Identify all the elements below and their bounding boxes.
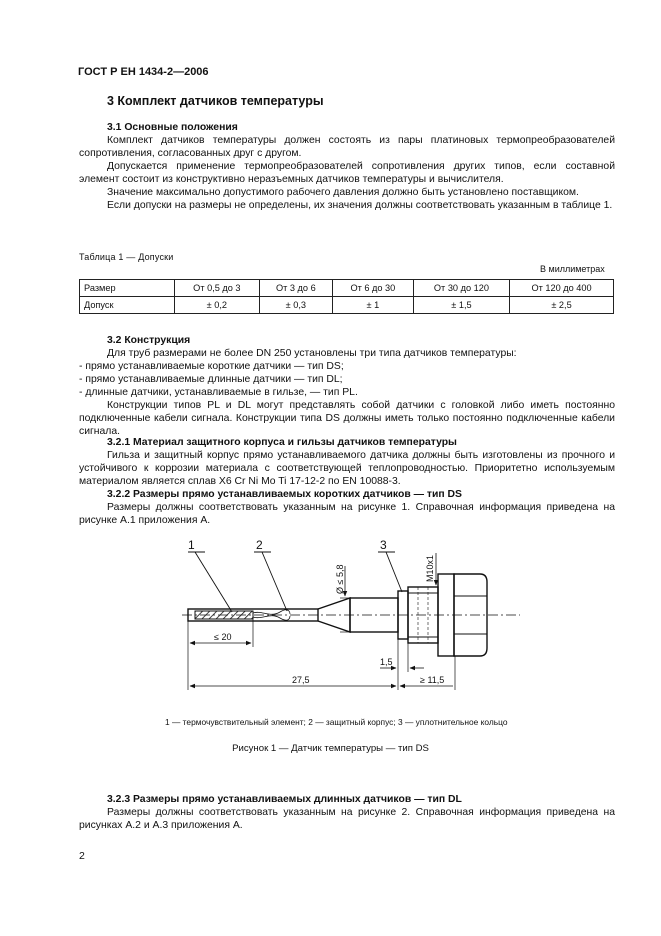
list-item: - прямо устанавливаемые длинные датчики — тип DL; (79, 374, 343, 385)
table-cell: От 3 до 6 (259, 280, 332, 297)
table-row (80, 297, 614, 314)
list-item: - длинные датчики, устанавливаемые в гильзе, — тип PL. (79, 387, 358, 398)
table-cell: От 120 до 400 (510, 280, 614, 297)
table-header-row (80, 280, 614, 297)
paragraph-3-1-3: Значение максимально допустимого рабочего давления должно быть установлено поставщиком. (107, 187, 579, 198)
dim-shoulder: 1,5 (380, 657, 393, 667)
paragraph-3-1-1: Комплект датчиков температуры должен состоять из пары платиновых термопреобразователей сопротивления, согласованных друг с другом. (79, 135, 615, 160)
table-cell: ± 1,5 (413, 297, 509, 314)
paragraph-3-1-2: Допускается применение термопреобразователей сопротивления других типов, если составной элемент состоит из конструктивно неразъемных датчиков температуры и вычислителя. (79, 161, 615, 186)
table-cell: ± 0,3 (259, 297, 332, 314)
subsection-title-3-2: 3.2 Конструкция (107, 335, 191, 346)
table-cell: Допуск (80, 297, 175, 314)
table-cell: ± 0,2 (175, 297, 260, 314)
paragraph-3-2-2: Размеры должны соответствовать указанным на рисунке 1. Справочная информация приведена на рисунке А.1 приложения А. (79, 502, 615, 527)
paragraph-3-1-4: Если допуски на размеры не определены, их значения должны соответствовать указанным в таблице 1. (107, 200, 613, 211)
table-cell: ± 2,5 (510, 297, 614, 314)
table-cell: От 6 до 30 (332, 280, 413, 297)
figure-legend: 1 — термочувствительный элемент; 2 — защитный корпус; 3 — уплотнительное кольцо (165, 717, 508, 727)
table-caption: Таблица 1 — Допуски (79, 252, 174, 262)
dim-length: 27,5 (292, 675, 310, 685)
figure-caption: Рисунок 1 — Датчик температуры — тип DS (232, 743, 429, 754)
document-code: ГОСТ Р ЕН 1434-2—2006 (78, 66, 209, 78)
paragraph-3-2-intro: Для труб размерами не более DN 250 установлены три типа датчиков температуры: (107, 348, 517, 359)
paragraph-3-2-1: Гильза и защитный корпус прямо устанавливаемого датчика должны быть изготовлены из прочного и устойчивого к коррозии материала с соответствующей теплопроводностью. Приоритетно используемым материалом является сплав X6 Cr Ni Mo Ti 17-12-2 по EN 10088-3. (79, 450, 615, 488)
callout-2: 2 (256, 538, 263, 552)
callout-1: 1 (188, 538, 195, 552)
subsection-title-3-1: 3.1 Основные положения (107, 122, 238, 133)
dim-thread: M10x1 (425, 554, 435, 582)
sensor-drawing (0, 530, 661, 710)
paragraph-3-2-2: Конструкции типов PL и DL могут представлять собой датчики с головкой либо иметь постоянно подключенные кабели сигнала. Конструкции типа DS должны иметь только постоянно подключенные кабели сигнала. (79, 400, 615, 438)
table-cell: От 30 до 120 (413, 280, 509, 297)
dim-head: ≥ 11,5 (420, 675, 445, 685)
table-cell: Размер (80, 280, 175, 297)
table-cell: ± 1 (332, 297, 413, 314)
table-cell: От 0,5 до 3 (175, 280, 260, 297)
dim-diameter: Ø ≤ 5,8 (335, 564, 345, 594)
tolerance-table (79, 279, 614, 314)
list-item: - прямо устанавливаемые короткие датчики — тип DS; (79, 361, 344, 372)
table-unit: В миллиметрах (540, 264, 605, 274)
callout-3: 3 (380, 538, 387, 552)
subsection-title-3-2-3: 3.2.3 Размеры прямо устанавливаемых длинных датчиков — тип DL (107, 794, 462, 805)
dim-tip: ≤ 20 (214, 632, 232, 642)
page-number: 2 (79, 850, 85, 862)
subsection-title-3-2-2: 3.2.2 Размеры прямо устанавливаемых коротких датчиков — тип DS (107, 489, 462, 500)
paragraph-3-2-3: Размеры должны соответствовать указанным на рисунке 2. Справочная информация приведена на рисунках А.2 и А.3 приложения А. (79, 807, 615, 832)
section-title: 3 Комплект датчиков температуры (107, 94, 324, 108)
subsection-title-3-2-1: 3.2.1 Материал защитного корпуса и гильзы датчиков температуры (107, 437, 457, 448)
